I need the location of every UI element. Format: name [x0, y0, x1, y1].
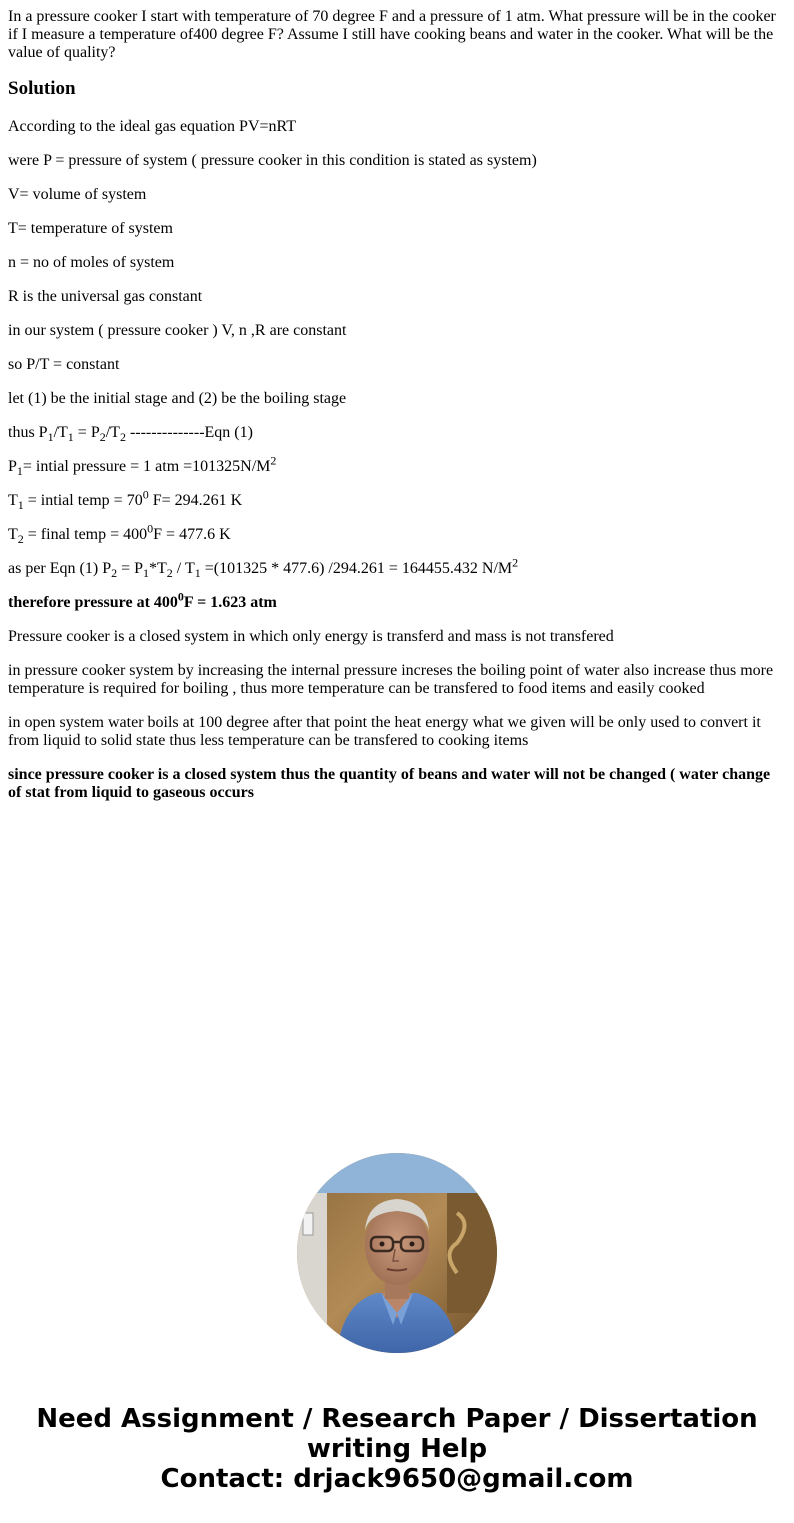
footer-promo	[0, 1404, 794, 1494]
final-temperature: $T_2$ = final temp = $400^0F = 477.6$ K	[8, 521, 231, 547]
closed-system-paragraph: Pressure cooker is a closed system in which only energy is transferd and mass is not transfered	[8, 628, 614, 645]
stages-statement: let (1) be the initial stage and (2) be the boiling stage	[8, 390, 347, 407]
footer-line-1: Need Assignment / Research Paper / Dissertation	[36, 1404, 758, 1434]
footer-line-2: writing Help	[306, 1434, 488, 1464]
conclusion-paragraph: since pressure cooker is a closed system thus the quantity of beans and water will not be changed ( water change of stat from liquid to gaseous occurs	[8, 766, 771, 801]
avatar	[297, 1153, 497, 1353]
definition-r: R is the universal gas constant	[8, 288, 203, 305]
definition-n: n = no of moles of system	[8, 254, 175, 271]
pressure-calculation: as per Eqn (1) $P_2 = P_1*T_2 / T_1 =(101325 * 477.6) /294.261 = 164455.432$ $N/M^2$	[8, 555, 519, 581]
author-portrait-image	[297, 1153, 497, 1353]
initial-pressure: $P_1=$ intial pressure = 1 atm $=101325N/M^2$	[8, 453, 277, 479]
boiling-point-paragraph: in pressure cooker system by increasing the internal pressure increses the boiling point of water also increase thus more temperature is required for boiling , thus more temperature can be transfered to food items and easily cooked	[8, 662, 774, 697]
question-text: In a pressure cooker I start with temperature of 70 degree F and a pressure of 1 atm. What pressure will be in the cooker if I measure a temperature of400 degree F? Assume I still have cooking beans and water in the cooker. What will be the value of quality?	[8, 8, 776, 61]
definition-v: V= volume of system	[8, 186, 147, 203]
open-system-paragraph: in open system water boils at 100 degree after that point the heat energy what we given will be only used to convert it from liquid to solid state thus less temperature can be transfered to cooking items	[8, 714, 761, 749]
pressure-result: therefore pressure at $400^0F = 1.623$ atm	[8, 589, 277, 611]
definition-p: were P = pressure of system ( pressure cooker in this condition is stated as system)	[8, 152, 537, 169]
constants-statement: in our system ( pressure cooker ) V, n ,R are constant	[8, 322, 347, 339]
ideal-gas-intro: According to the ideal gas equation PV=nRT	[8, 118, 296, 135]
ratio-statement: so P/T = constant	[8, 356, 120, 373]
solution-heading: Solution	[8, 78, 76, 99]
initial-temperature: $T_1$ = intial temp = $70^0$ F= 294.261 K	[8, 487, 243, 513]
definition-t: T= temperature of system	[8, 220, 173, 237]
equation-1: thus $P_1/T_1 = P_2/T_2$ --------------Eqn (1)	[8, 424, 253, 445]
footer-contact: Contact: drjack9650@gmail.com	[160, 1464, 634, 1494]
